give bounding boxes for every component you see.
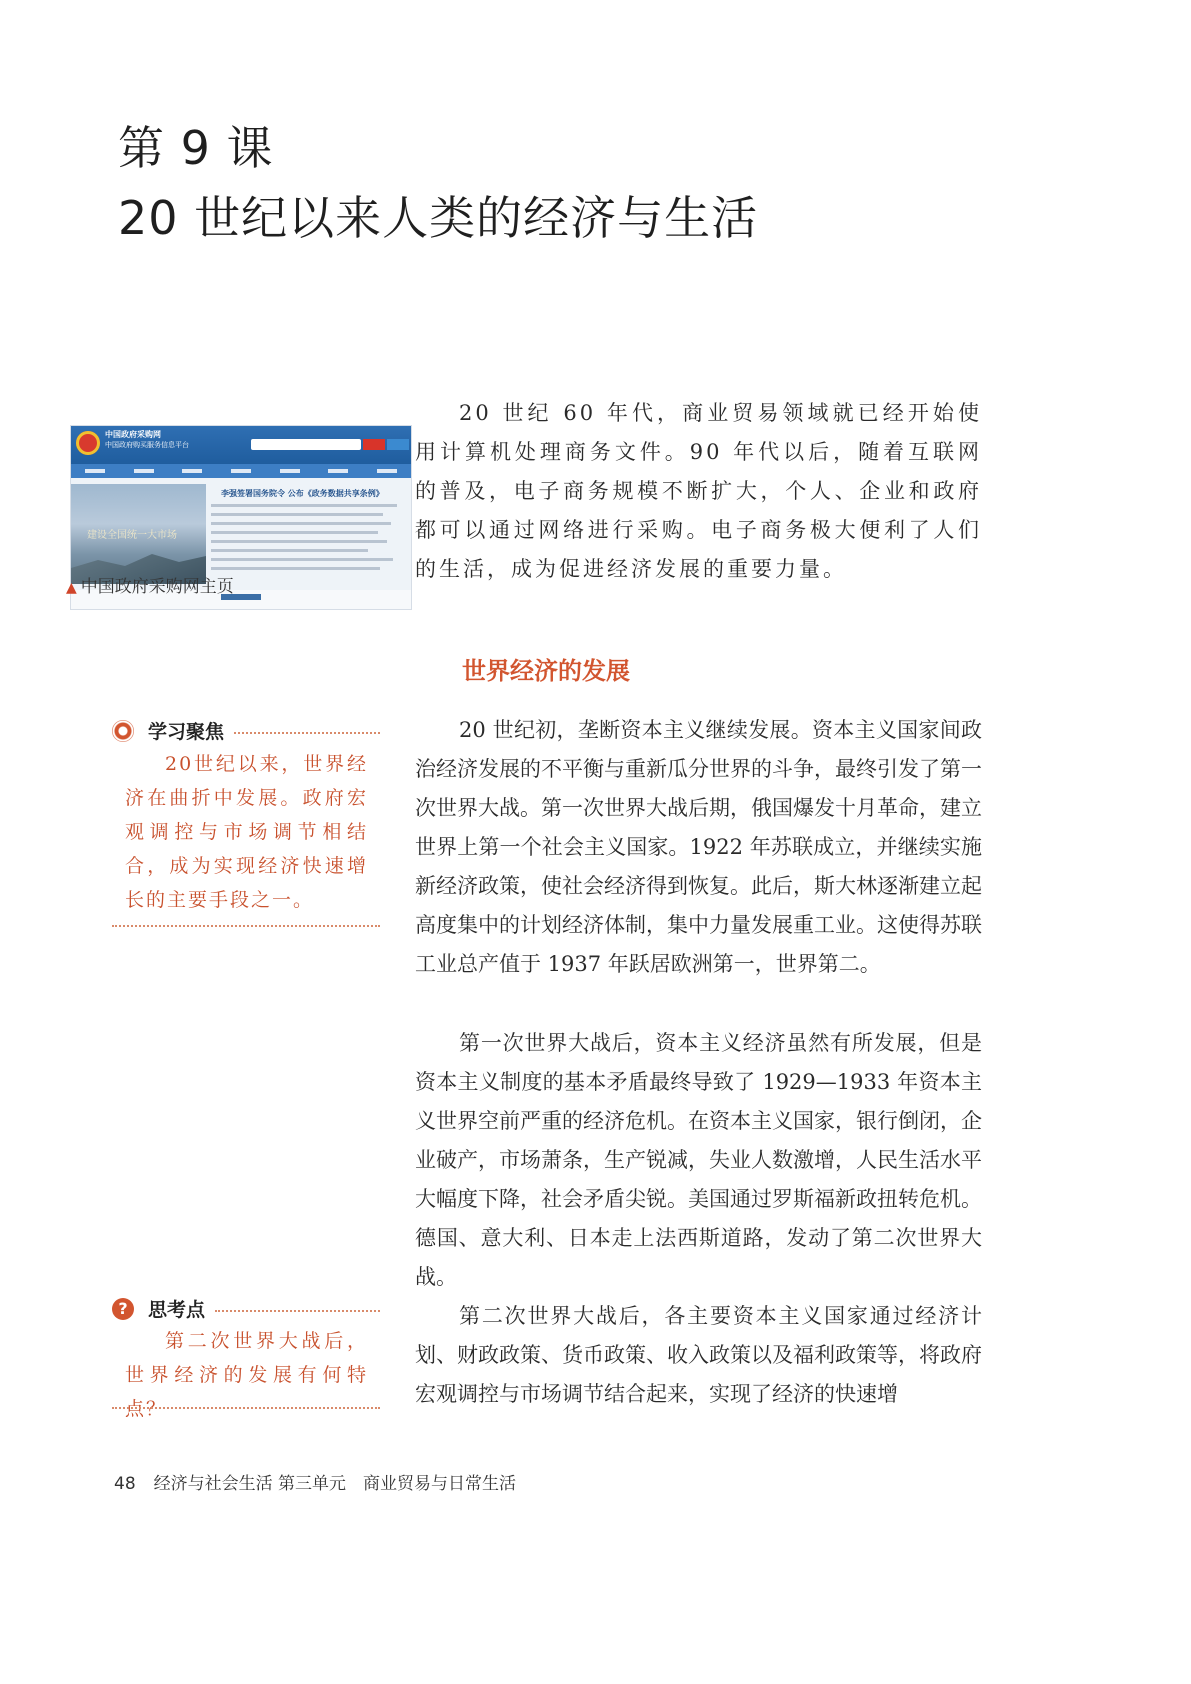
banner-text: 建设全国统一大市场 — [87, 530, 177, 541]
website-logo — [105, 430, 189, 450]
website-name: 中国政府采购网 — [105, 430, 161, 439]
target-icon — [112, 720, 134, 742]
website-nav-bar — [71, 464, 411, 478]
figure-caption-text: 中国政府采购网主页 — [80, 577, 234, 597]
study-focus-label: 学习聚焦 — [148, 721, 225, 743]
section-title: 世界经济的发展 — [462, 657, 630, 685]
page-footer — [114, 1469, 516, 1494]
lesson-number: 第 9 课 — [118, 121, 274, 175]
great-wall-banner — [71, 484, 206, 584]
study-focus-text: 20世纪以来，世界经济在曲折中发展。政府宏观调控与市场调节相结合，成为实现经济快速增长的主要手段之一。 — [125, 753, 368, 911]
website-header — [71, 426, 411, 464]
website-advanced-button — [387, 439, 409, 450]
study-focus-header — [112, 717, 380, 744]
book-info: 经济与社会生活 第三单元 商业贸易与日常生活 — [153, 1474, 517, 1494]
lesson-title: 20 世纪以来人类的经济与生活 — [118, 191, 759, 245]
national-emblem-icon — [76, 431, 100, 455]
think-point-text: 第二次世界大战后，世界经济的发展有何特点？ — [125, 1330, 368, 1420]
website-news-list — [211, 504, 407, 576]
study-focus-divider — [112, 925, 380, 927]
body-paragraph-1: 20 世纪初，垄断资本主义继续发展。资本主义国家间政治经济发展的不平衡与重新瓜分世界的斗争，最终引发了第一次世界大战。第一次世界大战后期，俄国爆发十月革命，建立世界上第一个社会主义国家。1922 年苏联成立，并继续实施新经济政策，使社会经济得到恢复。此后，斯大林逐渐建立起高度集中的计划经济体制，集中力量发展重工业。这使得苏联工业总产值于 1937 年跃居欧洲第一，世界第二。 — [415, 718, 982, 976]
think-point-divider — [112, 1407, 380, 1409]
body-paragraph-3: 第二次世界大战后，各主要资本主义国家通过经济计划、财政政策、货币政策、收入政策以及福利政策等，将政府宏观调控与市场调节结合起来，实现了经济的快速增 — [415, 1304, 982, 1406]
page-number: 48 — [114, 1474, 136, 1494]
website-subtitle: 中国政府购买服务信息平台 — [105, 441, 189, 449]
body-paragraph-2: 第一次世界大战后，资本主义经济虽然有所发展，但是资本主义制度的基本矛盾最终导致了 1929—1933 年资本主义世界空前严重的经济危机。在资本主义国家，银行倒闭，企业破产，市场萧条，生产锐减，失业人数激增，人民生活水平大幅度下降，社会矛盾尖锐。美国通过罗斯福新政扭转危机。德国、意大利、日本走上法西斯道路，发动了第二次世界大战。 — [415, 1031, 982, 1289]
triangle-icon: ▲ — [66, 580, 77, 596]
intro-paragraph: 20 世纪 60 年代，商业贸易领域就已经开始使用计算机处理商务文件。90 年代以后，随着互联网的普及，电子商务规模不断扩大，个人、企业和政府都可以通过网络进行采购。电子商务极大便利了人们的生活，成为促进经济发展的重要力量。 — [415, 401, 982, 581]
website-news-headline: 李强签署国务院令 公布《政务数据共享条例》 — [221, 489, 384, 498]
figure-caption — [66, 572, 234, 597]
question-mark-icon: ? — [112, 1298, 134, 1320]
think-point-label: 思考点 — [148, 1299, 206, 1321]
website-search-button — [363, 439, 385, 450]
website-search-box — [251, 439, 361, 450]
think-point-header — [112, 1295, 380, 1322]
